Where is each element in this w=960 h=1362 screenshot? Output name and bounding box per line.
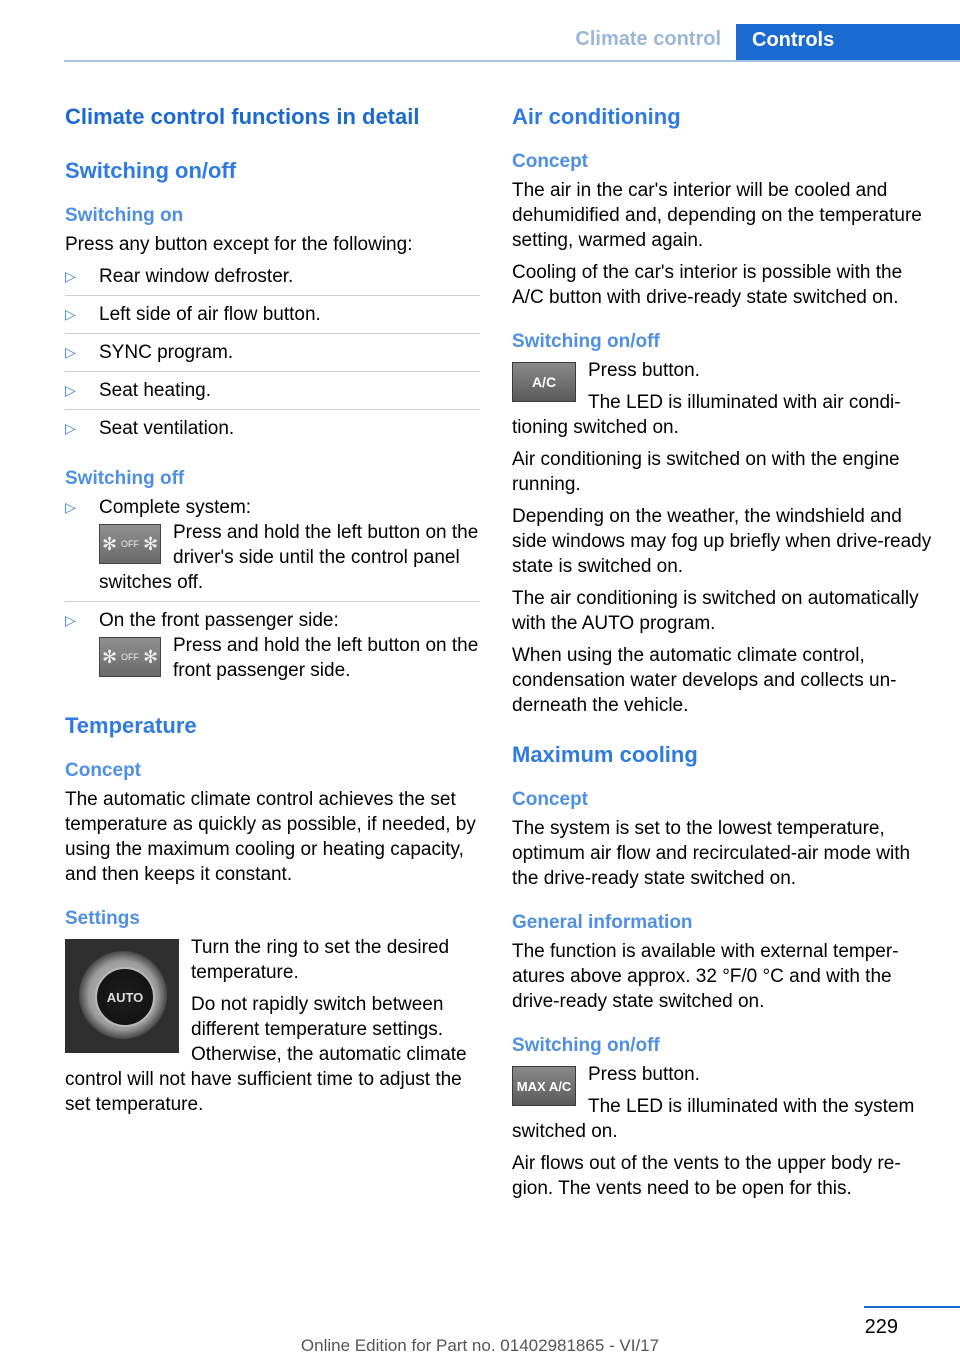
max-ac-button-icon: MAX A/C <box>512 1066 576 1106</box>
fan-off-button-icon: ✻ OFF ✻ <box>99 637 161 677</box>
switch-text-1: Press button. <box>588 360 700 381</box>
triangle-bullet-icon: ▷ <box>65 382 76 398</box>
switch-text-2: The LED is illuminated with air conditioning switched on. <box>512 392 901 438</box>
off-item-label: On the front passenger side: <box>99 610 339 631</box>
switching-on-intro: Press any button except for the following: <box>65 234 413 255</box>
triangle-bullet-icon: ▷ <box>65 499 76 515</box>
switching-off-heading: Switching off <box>65 468 185 489</box>
concept-heading: Concept <box>512 151 588 172</box>
switch-text-4: Depending on the weather, the windshield and side windows may fog up briefly when drive-ready state is switched on. <box>512 506 932 577</box>
concept-heading: Concept <box>65 760 141 781</box>
settings-text-2: Do not rapidly switch between different temperature settings. Otherwise, the automatic climate control will not have sufficient time to adjust the set temperature. <box>65 994 467 1115</box>
triangle-bullet-icon: ▷ <box>65 306 76 322</box>
list-item: ▷ SYNC program. <box>65 340 480 372</box>
right-column <box>512 100 932 1208</box>
triangle-bullet-icon: ▷ <box>65 420 76 436</box>
switching-heading: Switching on/off <box>65 158 237 183</box>
footer-rule <box>864 1306 960 1308</box>
switch-text-5: The air conditioning is switched on automatically with the AUTO program. <box>512 588 919 634</box>
list-item: ▷ Rear window defroster. <box>65 264 480 296</box>
settings-text-1: Turn the ring to set the desired temperature. <box>191 937 450 983</box>
header-section-title: Climate control <box>575 28 721 50</box>
switch-off-list <box>65 495 480 689</box>
maximum-cooling-heading: Maximum cooling <box>512 742 698 767</box>
air-conditioning-heading: Air conditioning <box>512 104 681 129</box>
list-item: ▷ Left side of air flow button. <box>65 302 480 334</box>
exceptions-list <box>65 264 480 447</box>
list-item: ▷ Seat heating. <box>65 378 480 410</box>
footer-edition: Online Edition for Part no. 01402981865 - VI/17 <box>300 1336 660 1355</box>
general-information-text: The function is available with external temperatures above approx. 32 °F/0 °C and with the drive-ready state switched on. <box>512 941 899 1012</box>
concept-text-1: The air in the car's interior will be cooled and dehumidified and, depending on the temperature setting, warmed again. <box>512 180 922 251</box>
list-item: ▷ Seat ventilation. <box>65 418 235 439</box>
max-switch-text-3: Air flows out of the vents to the upper body region. The vents need to be open for this. <box>512 1153 901 1199</box>
off-item-label: Complete system: <box>99 497 252 518</box>
switching-on-heading: Switching on <box>65 205 184 226</box>
temperature-heading: Temperature <box>65 713 197 738</box>
switching-heading: Switching on/off <box>512 1035 660 1056</box>
max-switch-text-2: The LED is illuminated with the system switched on. <box>512 1096 915 1142</box>
header-chapter-tab: Controls <box>736 24 960 62</box>
fan-off-button-icon: ✻ OFF ✻ <box>99 524 161 564</box>
general-information-heading: General information <box>512 912 693 933</box>
concept-heading: Concept <box>512 789 588 810</box>
off-item-text: Press and hold the left button on the front passenger side. <box>173 635 479 681</box>
page-number: 229 <box>864 1316 898 1338</box>
concept-text: The automatic climate control achieves the set temperature as quickly as possible, if needed, by using the maximum cooling or heating capacity, and then keeps it constant. <box>65 789 476 885</box>
settings-heading: Settings <box>65 908 140 929</box>
temperature-knob-image: AUTO <box>65 939 179 1053</box>
triangle-bullet-icon: ▷ <box>65 612 76 628</box>
triangle-bullet-icon: ▷ <box>65 268 76 284</box>
off-item-text: Press and hold the left button on the driver's side until the control panel switches off. <box>99 522 479 593</box>
list-item <box>65 608 480 689</box>
ac-button-icon: A/C <box>512 362 576 402</box>
max-switch-text-1: Press button. <box>588 1064 700 1085</box>
switch-text-3: Air conditioning is switched on with the engine running. <box>512 449 900 495</box>
switch-text-6: When using the automatic climate control, condensation water develops and collects underneath the vehicle. <box>512 645 897 716</box>
concept-text-2: Cooling of the car's interior is possible with the A/C button with drive-ready state switched on. <box>512 262 903 308</box>
header-rule <box>64 60 960 62</box>
maxcool-concept-text: The system is set to the lowest temperature, optimum air flow and recirculated-air mode with the drive-ready state switched on. <box>512 818 911 889</box>
page-title: Climate control functions in detail <box>65 104 420 129</box>
switching-heading: Switching on/off <box>512 331 660 352</box>
triangle-bullet-icon: ▷ <box>65 344 76 360</box>
left-column <box>65 100 480 1124</box>
list-item <box>65 495 480 602</box>
